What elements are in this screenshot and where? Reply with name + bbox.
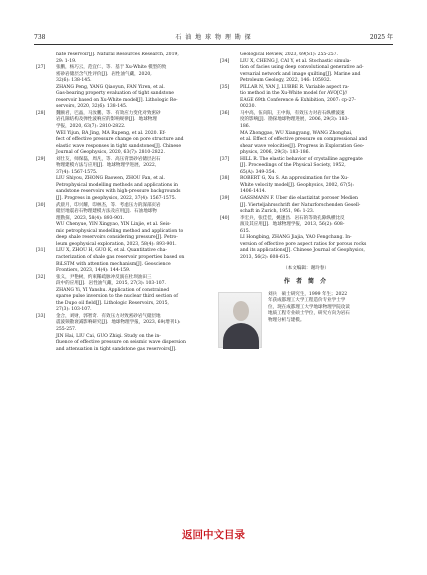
reference-text-line: et al. Effect of effective pressure on compressional and bbox=[240, 137, 368, 143]
reference-text-line: Petroleum Geology, 2022, 146: 105932. bbox=[240, 78, 332, 84]
reference-text-line: version of effective pore aspect ratios for porous rocks bbox=[240, 241, 367, 247]
reference-text-line: 演及其应用[J]．地球物理学报，2013, 56(2): 608- bbox=[240, 222, 345, 228]
reference-text-line: 2013, 56(2): 608-615. bbox=[240, 254, 291, 260]
reference-number: [40] bbox=[220, 215, 230, 221]
author-bio-line: 年获成都理工大学工程造价专业学士学 bbox=[268, 298, 346, 304]
reference-text-line: 储层地震岩石物理建模方法及应用[J]．石油地球物 bbox=[56, 209, 157, 215]
reference-text-line: fluence of effective pressure on seismic wave dispersion bbox=[56, 340, 186, 346]
reference-text-line: sandstone reservoirs with high-pressure backgrounds bbox=[56, 189, 181, 195]
author-block bbox=[218, 292, 394, 362]
reference-text-line: racterization of shale gas reservoir properties based on bbox=[56, 254, 185, 260]
reference-text-line: HILL R. The elastic behavior of crystalline aggregate bbox=[240, 156, 363, 162]
author-bio bbox=[268, 292, 394, 325]
reference-text-line: [J]. Vierteljahrsschrift der Naturforschenden Gesell- bbox=[240, 202, 361, 208]
reference-text-line: Frontiers, 2023, 14(4): 144-159. bbox=[56, 268, 131, 274]
editor-note: （本文编辑：谢玲春） bbox=[283, 265, 329, 271]
reference-text-line: leum geophysical exploration, 2023, 58(4): 893-901. bbox=[56, 241, 177, 247]
reference-text-line: White velocity model[J]. Geophysics, 2002, 67(5): bbox=[240, 182, 354, 188]
reference-text-line: shear wave velocities[J]. Progress in Exploration Geo- bbox=[240, 143, 365, 149]
reference-number: [38] bbox=[220, 176, 230, 182]
reference-text-line: BiLSTM with attention mechanism[J]. Geoscience bbox=[56, 261, 171, 267]
reference-number: [39] bbox=[220, 196, 230, 202]
reference-number: [28] bbox=[36, 110, 46, 116]
reference-text-line: 理勘探，2023, 58(4): 893-901. bbox=[56, 215, 125, 221]
reference-entry bbox=[34, 157, 206, 203]
reference-text-line: mic petrophysical modelling method and application to bbox=[56, 228, 184, 234]
reference-text-line: 度的影响[J]．勘探地球物理进展，2006, 29(3): 183- bbox=[240, 117, 349, 123]
reference-text-line: and its applications[J]. Chinese Journal of Geophysics, bbox=[240, 248, 365, 254]
journal-title: 石 油 地 球 物 理 勘 探 bbox=[175, 34, 252, 41]
reference-text-line: ZHANG Yi, YI Yanshu. Application of constrained bbox=[56, 287, 170, 293]
reference-text-line: GASSMANN F. Uber die elastizitat poroser Medien bbox=[240, 196, 358, 202]
reference-number: [27] bbox=[36, 65, 46, 71]
reference-entry bbox=[34, 275, 206, 314]
header-rule bbox=[34, 44, 393, 45]
reference-text-line: Petrophysical modelling methods and applications in bbox=[56, 182, 178, 188]
reference-text-line: 张鹏，杨巧云，范宜仁，等．基于 Xu-White 模型的致 bbox=[56, 65, 167, 71]
left-continuation bbox=[34, 52, 206, 65]
reference-text-line: versarial network and image quilting[J]. Marine and bbox=[240, 71, 361, 77]
reference-entry bbox=[34, 203, 206, 249]
reference-text-line: LI Hongbing, ZHANG Jiajia, YAO Fengchang. In- bbox=[240, 235, 352, 241]
reference-text-line: ROBERT G, Xu S. An approximation for the Xu- bbox=[240, 176, 349, 182]
author-bio-line: 物理分析与建模。 bbox=[268, 317, 305, 323]
reference-text-line: 李宏兵，张佳佳，姚逢昌．岩石的等效孔隙纵横比反 bbox=[240, 215, 345, 221]
left-reference-list bbox=[34, 65, 206, 353]
reference-text-line: the Dupo oil field[J]. Lithologic Reservoirs, 2015, bbox=[56, 300, 170, 306]
reference-text-line: fect of effective pressure change on pore structure and bbox=[56, 137, 184, 143]
reference-number: [35] bbox=[220, 84, 230, 90]
reference-text-line: LIU Shiyou, ZHONG Baowen, ZHOU Fan, et al. bbox=[56, 176, 165, 182]
reference-number: [29] bbox=[36, 156, 46, 162]
reference-text-line: 魏颐君，巴晶，马汝鹏，等．有效应力变化对致密砂 bbox=[56, 110, 161, 116]
reference-text-line: Gas-bearing property evaluation of tight sandstone bbox=[56, 91, 174, 97]
author-section-heading: 作 者 简 介 bbox=[283, 278, 329, 286]
reference-text-line: 32(6): 138-145. bbox=[56, 78, 92, 84]
reference-text-line: 岩孔隙结构及弹性波响应的影响规律[J]．地球物理 bbox=[56, 117, 157, 123]
reference-text-line: elastic wave responses in tight sandstones[J]. Chinese bbox=[56, 143, 182, 149]
reference-text-line: tion of facies using deep convolutional generative ad- bbox=[240, 65, 364, 71]
reference-entry bbox=[218, 216, 394, 262]
reference-text-line: 00230. bbox=[240, 104, 256, 110]
reference-number: [34] bbox=[220, 58, 230, 64]
reference-text-line: 37(4): 1567-1575. bbox=[56, 169, 98, 175]
reference-text-line: 张义，尹艳树，约束稀疏脉冲反演在杜坝油田三 bbox=[56, 274, 152, 280]
reference-text-line: MA Zhonggao, WU Xiangyang, WANG Zhonghai, bbox=[240, 130, 353, 136]
journal-year: 2025 年 bbox=[369, 34, 393, 41]
reference-number: [32] bbox=[36, 274, 46, 280]
author-bio-line: 位，现在成都理工大学地球物理学院攻读 bbox=[268, 304, 350, 310]
reference-text-line: LIU X, CHENG J, CAI Y, et al. Stochastic simula- bbox=[240, 58, 352, 64]
reference-text-line: 27(3): 103-107. bbox=[56, 307, 92, 313]
reference-entry bbox=[218, 176, 394, 196]
reference-entry bbox=[34, 314, 206, 353]
reference-text-line: PILLAR N, YAN J, LUBBE R. Variable aspect ra- bbox=[240, 84, 350, 90]
reference-text-line: 段中的应用[J]．岩性油气藏，2015, 27(3): 103-107. bbox=[56, 281, 166, 287]
author-face bbox=[233, 301, 249, 321]
author-bio-line: 刘兵 硕士研究生，1999 年生；2022 bbox=[268, 291, 348, 297]
author-shoulders bbox=[223, 323, 259, 349]
reference-text-line: 物理建模方法与应用[J]．地球物理学进展，2022, bbox=[56, 163, 157, 169]
reference-number: [31] bbox=[36, 248, 46, 254]
reference-number: [36] bbox=[220, 110, 230, 116]
reference-text-line: LIU X, ZHOU H, GUO K, et al. Quantitative cha- bbox=[56, 248, 167, 254]
reference-text-line: 刘仕友，师保磊，周凡，等．高压背景砂岩储层岩石 bbox=[56, 156, 161, 162]
reference-text-line: JIN Hai, LIU Cai, GUO Zhiqi. Study on the in- bbox=[56, 333, 161, 339]
reference-text-line: 武晨月，印兴耀，印林杰，等．考虑压力的深部页岩 bbox=[56, 202, 161, 208]
reference-number: [33] bbox=[36, 313, 46, 319]
reference-text-line: 65(A): 349-354. bbox=[240, 169, 276, 175]
right-reference-list bbox=[218, 59, 394, 262]
reference-text-line: 615. bbox=[240, 228, 251, 234]
reference-entry bbox=[218, 59, 394, 85]
reference-text-line: [J]. Proceedings of the Physical Society, 1952, bbox=[240, 163, 346, 169]
right-column bbox=[218, 52, 394, 532]
reference-text-line: [J]. Progress in geophysics, 2022, 37(4): 1567-1575. bbox=[56, 196, 177, 202]
author-bio-line: 地质工程专业硕士学位，研究方向为岩石 bbox=[268, 311, 350, 317]
reference-entry bbox=[218, 196, 394, 216]
continued-reference-line: Geological Review, 2023, 69(S1): 255-257. bbox=[240, 52, 338, 57]
reference-entry bbox=[218, 85, 394, 111]
reference-text-line: 震波频散衰减影响研究[J]．地球物理学报，2023, 69(增刊1): bbox=[56, 320, 181, 326]
reference-text-line: 金合，刘财，郭智奇．有效压力对致密砂岩气储层地 bbox=[56, 313, 161, 319]
continued-reference-line: nate reservoir[J]. Natural Resources Research, 2019, bbox=[56, 52, 179, 57]
reference-text-line: EAGE 69th Conference & Exhibition, 2007: cp-27- bbox=[240, 97, 356, 103]
author-photo bbox=[218, 292, 262, 348]
reference-text-line: tio method in the Xu-White model for AVO[C]// bbox=[240, 91, 348, 97]
reference-text-line: schaft in Zurich, 1951, 96: 1-23. bbox=[240, 209, 315, 215]
reference-entry bbox=[34, 111, 206, 157]
reference-text-line: 255-257. bbox=[56, 326, 77, 332]
reference-text-line: ZHANG Peng, YANG Qiaoyun, FAN Yiren, et al. bbox=[56, 84, 165, 90]
reference-text-line: sparse pulse inversion to the nuclear third section of bbox=[56, 294, 178, 300]
page-number: 738 bbox=[34, 34, 46, 41]
reference-text-line: Journal of Geophysics, 2020, 63(7): 2810-2822. bbox=[56, 150, 165, 156]
reference-text-line: 1406-1414. bbox=[240, 189, 267, 195]
back-to-chinese-toc-link[interactable]: 返回中文目录 bbox=[182, 529, 245, 541]
reference-text-line: physics, 2006, 29(3): 183-186. bbox=[240, 150, 310, 156]
reference-text-line: servoirs, 2020, 32(6): 138-145. bbox=[56, 104, 128, 110]
reference-number: [37] bbox=[220, 156, 230, 162]
reference-number: [30] bbox=[36, 202, 46, 208]
left-column bbox=[34, 52, 206, 532]
reference-entry bbox=[218, 157, 394, 177]
reference-entry bbox=[34, 248, 206, 274]
reference-entry bbox=[218, 111, 394, 157]
reference-text-line: WU Chenyue, YIN Xingyao, YIN Linjie, et al. Seis- bbox=[56, 222, 171, 228]
reference-text-line: 学报，2020, 63(7): 2810-2822. bbox=[56, 124, 126, 130]
reference-text-line: reservoir based on Xu-White model[J]. Lithologic Re- bbox=[56, 97, 178, 103]
reference-text-line: WEI Yijun, BA Jing, MA Rupeng, et al. 2020. Ef- bbox=[56, 130, 166, 136]
reference-entry bbox=[34, 65, 206, 111]
reference-text-line: 186. bbox=[240, 124, 251, 130]
reference-text-line: and attenuation in tight sandstone gas reservoirs[J]. bbox=[56, 346, 177, 352]
reference-text-line: 马中高，伍向阳，王中海，有效压力对岩石纵横波速 bbox=[240, 110, 345, 116]
reference-text-line: deep shale reservoirs considering pressure[J]. Petro- bbox=[56, 235, 178, 241]
running-head bbox=[34, 33, 393, 42]
reference-text-line: 密砂岩储层含气性评价[J]．岩性油气藏，2020, bbox=[56, 71, 152, 77]
continued-reference-line: 29: 1-19. bbox=[56, 58, 77, 64]
